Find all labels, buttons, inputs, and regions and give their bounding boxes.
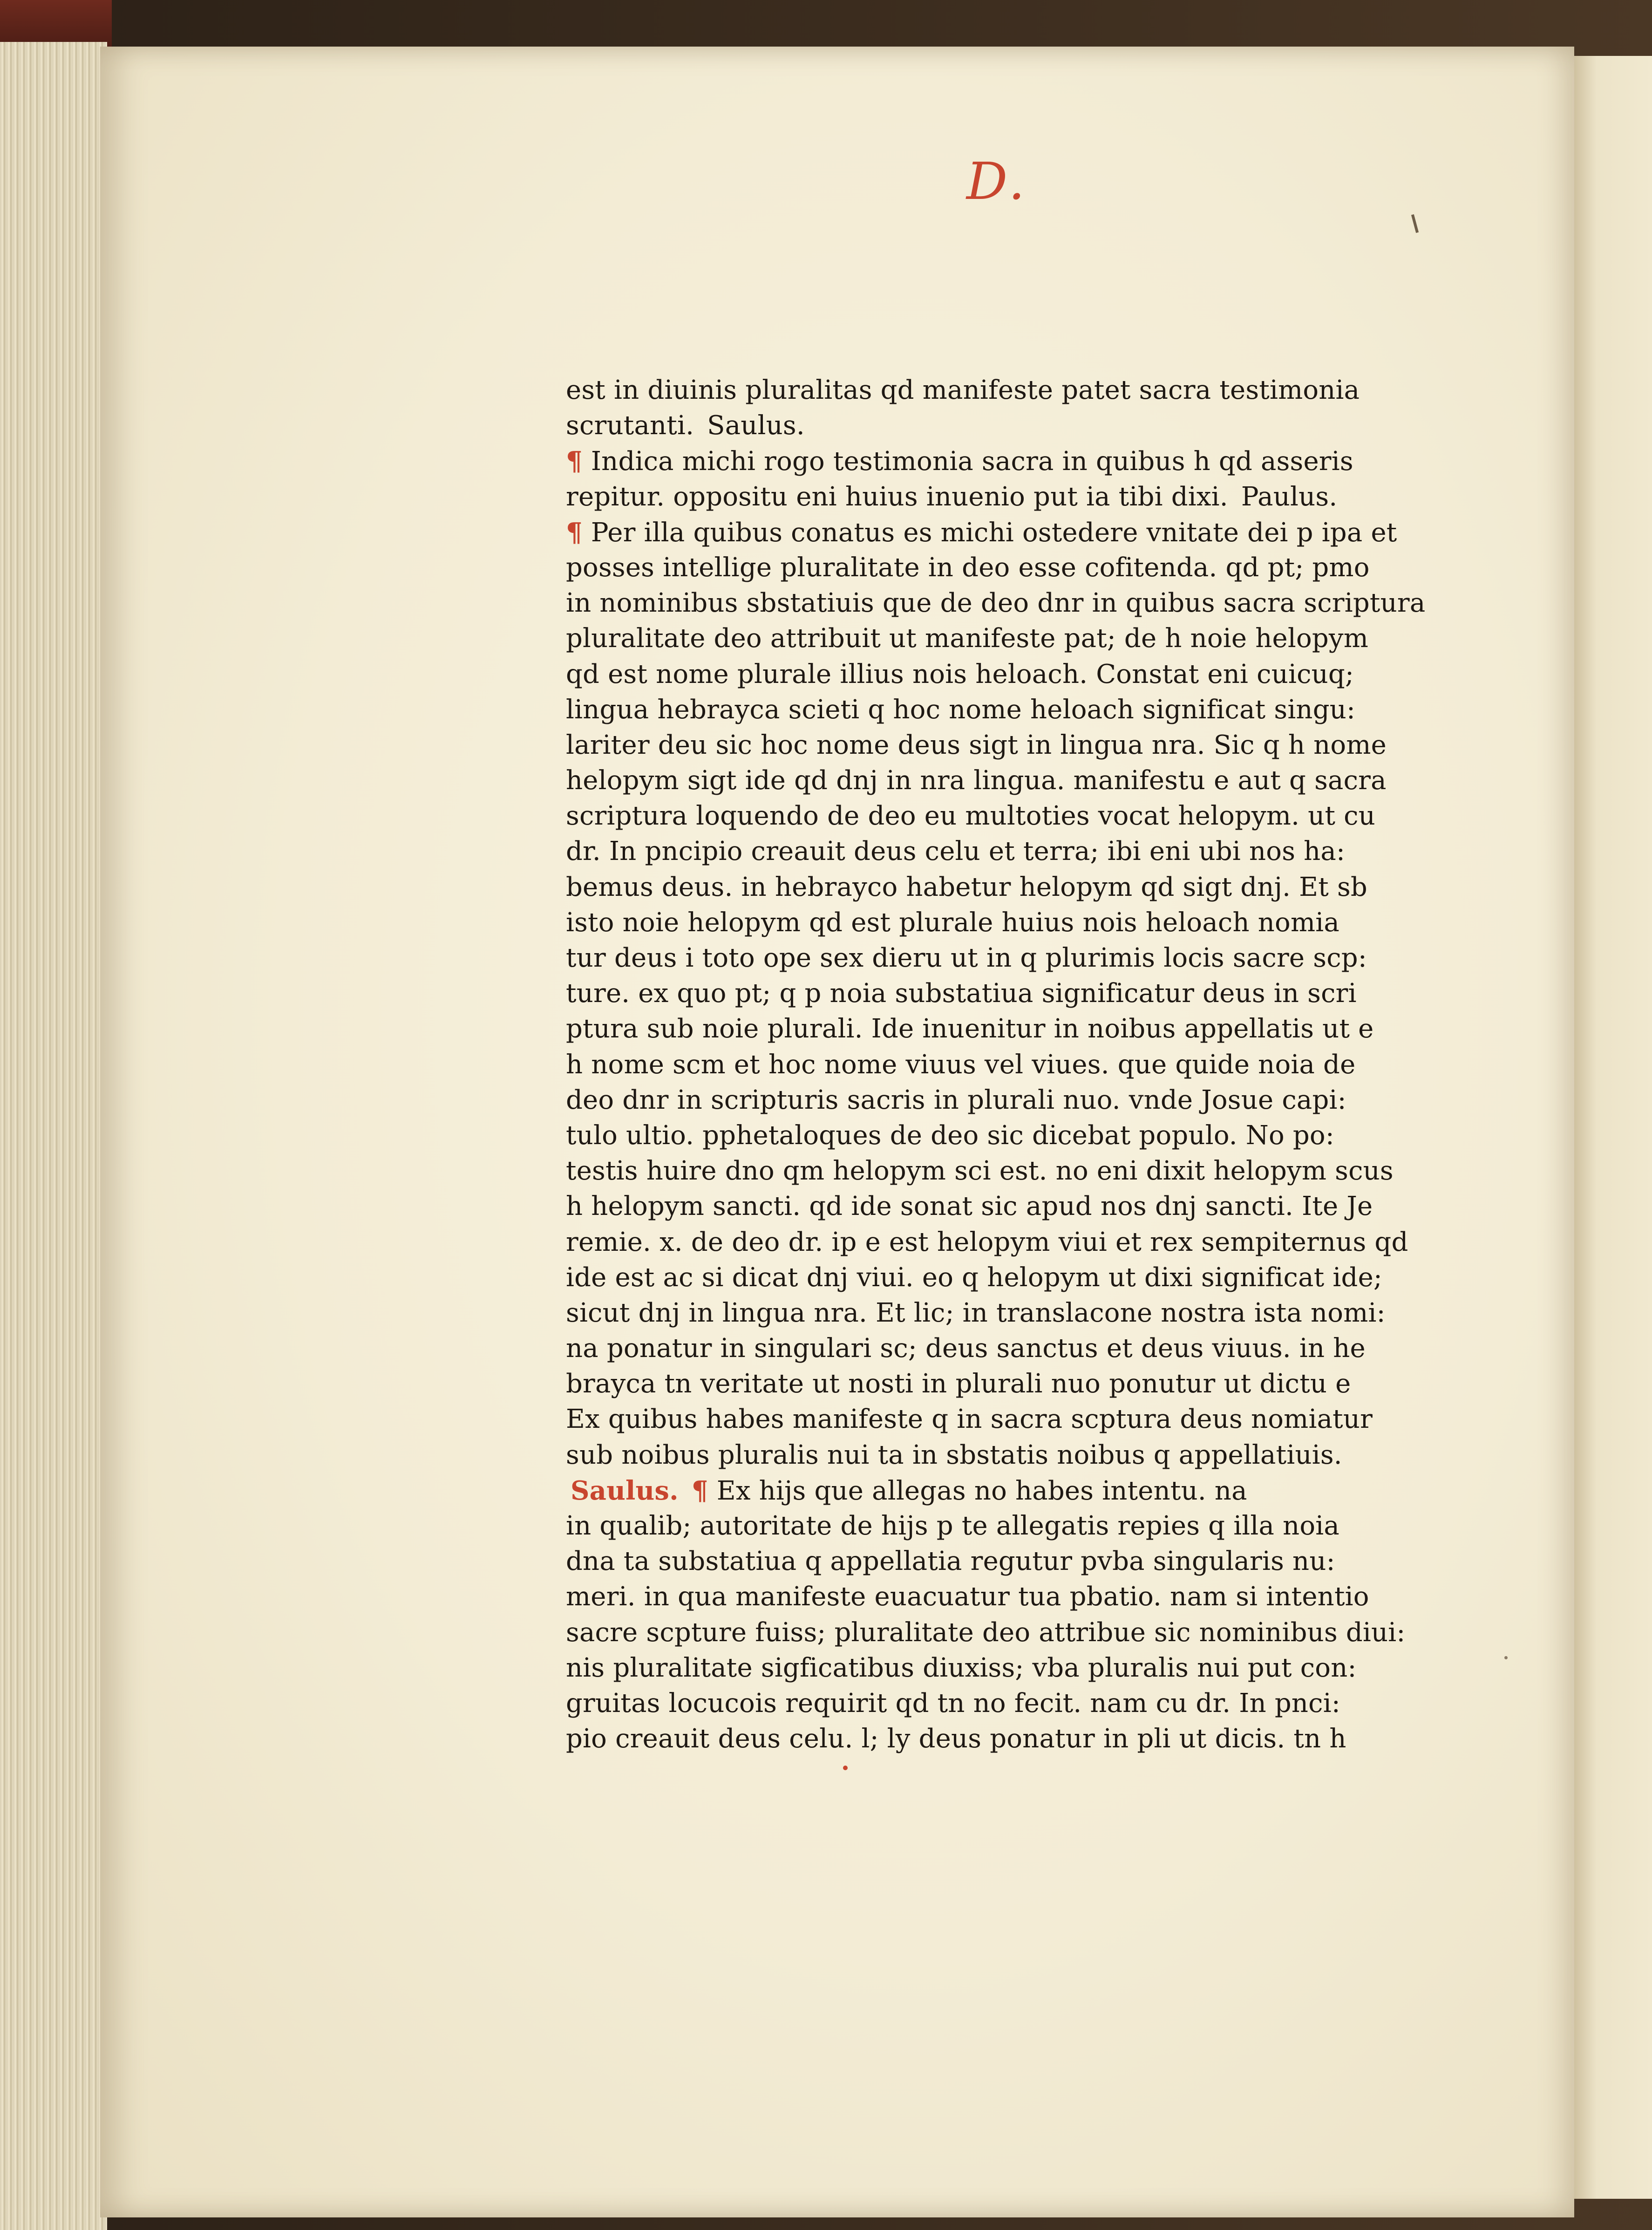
text-line [566, 1118, 1432, 1153]
line-text: na ponatur in singulari sc; deus sanctus et deus viuus. in he [566, 1333, 1366, 1364]
text-line [566, 1650, 1432, 1686]
text-line [566, 1366, 1432, 1402]
line-text: in qualib; autoritate de hijs p te allegatis repies q illa noia [566, 1511, 1339, 1541]
line-text: testis huire dno qm helopym sci est. no eni dixit helopym scus [566, 1156, 1394, 1187]
ink-spot [1504, 1656, 1508, 1659]
line-text: dr. In pncipio creauit deus celu et terra; ibi eni ubi nos ha: [566, 836, 1346, 867]
text-line [566, 1083, 1432, 1118]
text-line [566, 1402, 1432, 1437]
text-line [566, 763, 1432, 798]
text-line [566, 408, 1432, 443]
line-text: tulo ultio. pphetaloques de deo sic dicebat populo. No po: [566, 1120, 1334, 1151]
text-line [566, 905, 1432, 941]
text-line [566, 834, 1432, 869]
text-line [566, 798, 1432, 834]
text-line [566, 870, 1432, 905]
line-text: scriptura loquendo de deo eu multoties vocat helopym. ut cu [566, 801, 1375, 832]
line-text: Per illa quibus conatus es michi ostedere vnitate dei p ipa et [591, 517, 1397, 548]
text-line [566, 586, 1432, 621]
text-line [566, 1473, 1432, 1508]
line-text: sicut dnj in lingua nra. Et lic; in translacone nostra ista nomi: [566, 1297, 1386, 1328]
line-text: deo dnr in scripturis sacris in plurali nuo. vnde Josue capi: [566, 1084, 1346, 1115]
text-line [566, 1296, 1432, 1331]
text-line [566, 550, 1432, 586]
line-text: lariter deu sic hoc nome deus sigt in lingua nra. Sic q h nome [566, 730, 1387, 760]
text-line [566, 1615, 1432, 1650]
line-text: Ex quibus habes manifeste q in sacra scptura deus nomiatur [566, 1404, 1373, 1435]
page-edges-left [0, 42, 107, 2230]
speaker-label: Paulus. [1237, 479, 1342, 515]
line-text: pio creauit deus celu. l; ly deus ponatur in pli ut dicis. tn h [566, 1724, 1346, 1754]
speaker-label: Saulus. [702, 408, 809, 443]
text-line [566, 657, 1432, 692]
text-line [566, 1331, 1432, 1366]
text-line [566, 692, 1432, 728]
line-text: est in diuinis pluralitas qd manifeste patet sacra testimonia [566, 375, 1360, 405]
speaker-label: Saulus. [566, 1473, 683, 1508]
text-line [566, 1544, 1432, 1579]
line-text: Indica michi rogo testimonia sacra in quibus h qd asseris [591, 446, 1353, 477]
text-line [566, 1686, 1432, 1721]
line-text: helopym sigt ide qd dnj in nra lingua. manifestu e aut q sacra [566, 765, 1387, 796]
paragraph-mark: ¶ [691, 1475, 708, 1506]
text-line [566, 1260, 1432, 1296]
line-text: repitur. oppositu eni huius inuenio put ia tibi dixi. [566, 481, 1228, 512]
facing-page-right [1573, 56, 1652, 2199]
manuscript-page [100, 47, 1574, 2217]
text-line [566, 976, 1432, 1011]
text-line [566, 1011, 1432, 1047]
text-line [566, 728, 1432, 763]
text-line [566, 479, 1432, 515]
text-line [566, 1225, 1432, 1260]
line-text: lingua hebrayca scieti q hoc nome heloach significat singu: [566, 694, 1356, 725]
line-text: scrutanti. [566, 410, 694, 441]
line-text: h nome scm et hoc nome viuus vel viues. que quide noia de [566, 1049, 1356, 1080]
line-text: sub noibus pluralis nui ta in sbstatis noibus q appellatiuis. [566, 1439, 1342, 1470]
text-block [566, 373, 1432, 1757]
line-text: sacre scpture fuiss; pluralitate deo attribue sic nominibus diui: [566, 1617, 1406, 1648]
paragraph-mark: ¶ [566, 517, 583, 548]
text-line [566, 1579, 1432, 1615]
line-text: gruitas locucois requirit qd tn no fecit. nam cu dr. In pnci: [566, 1688, 1340, 1719]
line-text: remie. x. de deo dr. ip e est helopym viui et rex sempiternus qd [566, 1227, 1408, 1257]
text-line [566, 941, 1432, 976]
text-line [566, 1153, 1432, 1189]
text-line [566, 621, 1432, 656]
text-line [566, 373, 1432, 408]
text-line [566, 1047, 1432, 1083]
paragraph-mark: ¶ [566, 446, 583, 477]
line-text: qd est nome plurale illius nois heloach. Constat eni cuicuq; [566, 659, 1354, 689]
line-text: Ex hijs que allegas no habes intentu. na [716, 1475, 1247, 1506]
line-text: brayca tn veritate ut nosti in plurali nuo ponutur ut dictu e [566, 1369, 1351, 1399]
line-text: ptura sub noie plurali. Ide inuenitur in noibus appellatis ut e [566, 1014, 1374, 1044]
page-blemish [1411, 214, 1419, 233]
line-text: tur deus i toto ope sex dieru ut in q plurimis locis sacre scp: [566, 943, 1367, 973]
text-line [566, 515, 1432, 550]
text-line [566, 443, 1432, 479]
line-text: nis pluralitate sigficatibus diuxiss; vba pluralis nui put con: [566, 1652, 1357, 1683]
line-text: h helopym sancti. qd ide sonat sic apud nos dnj sancti. Ite Je [566, 1191, 1373, 1222]
line-text: ture. ex quo pt; q p noia substatiua significatur deus in scri [566, 978, 1357, 1009]
line-text: pluralitate deo attribuit ut manifeste pat; de h noie helopym [566, 623, 1369, 654]
line-text: bemus deus. in hebrayco habetur helopym qd sigt dnj. Et sb [566, 872, 1367, 902]
text-line [566, 1189, 1432, 1224]
text-line [566, 1508, 1432, 1544]
line-text: dna ta substatiua q appellatia regutur pvba singularis nu: [566, 1546, 1335, 1577]
line-text: meri. in qua manifeste euacuatur tua pbatio. nam si intentio [566, 1582, 1369, 1612]
folio-mark: D. [966, 151, 1028, 211]
line-text: isto noie helopym qd est plurale huius nois heloach nomia [566, 907, 1339, 938]
text-line [566, 1438, 1432, 1473]
line-text: posses intellige pluralitate in deo esse cofitenda. qd pt; pmo [566, 552, 1370, 583]
line-text: ide est ac si dicat dnj viui. eo q helopym ut dixi significat ide; [566, 1262, 1382, 1293]
text-line [566, 1721, 1432, 1757]
ink-spot [843, 1766, 848, 1770]
line-text: in nominibus sbstatiuis que de deo dnr in quibus sacra scriptura [566, 588, 1426, 619]
